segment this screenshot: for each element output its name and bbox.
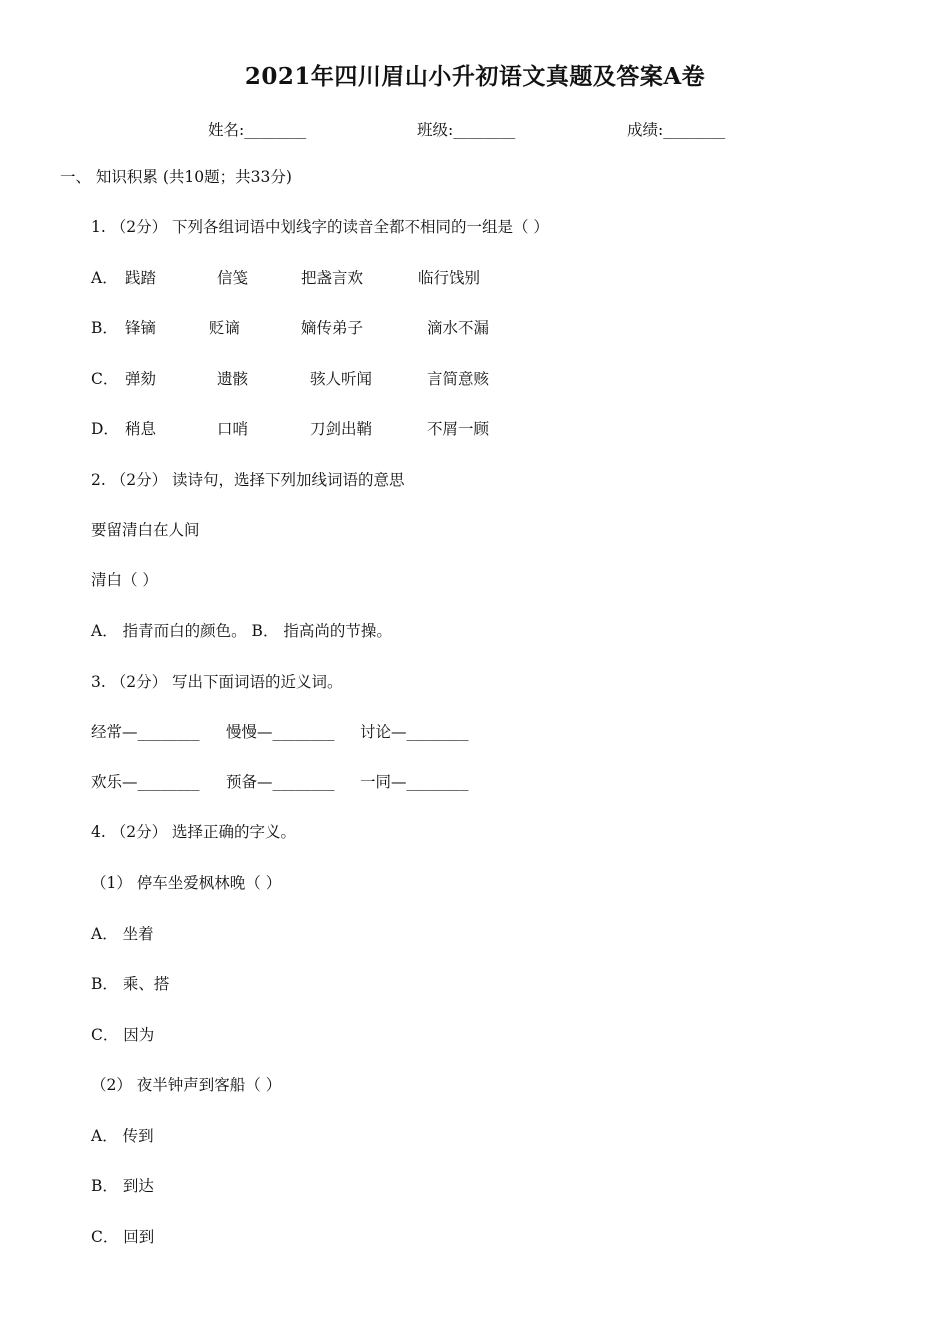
option-word: 把盏言欢 — [301, 269, 364, 287]
blank-item[interactable]: 慢慢—________ — [226, 723, 335, 741]
question-prompt: 清白（ ） — [91, 571, 158, 589]
sub-question-prompt: （1） 停车坐爱枫林晚（ ） — [91, 874, 282, 892]
option-word: 践踏 — [125, 269, 157, 287]
option-label: C． — [91, 370, 119, 388]
option-label: B． — [91, 319, 118, 337]
option-item: A． 坐着 — [91, 925, 154, 943]
option-word: 滴水不漏 — [427, 319, 490, 337]
question-stem: 4. （2分） 选择正确的字义。 — [91, 823, 297, 841]
option-word: 口哨 — [217, 420, 249, 438]
option-item: B． 到达 — [91, 1177, 154, 1195]
blank-item[interactable]: 讨论—________ — [360, 723, 469, 741]
option-word: 骇人听闻 — [310, 370, 373, 388]
option-word: 稍息 — [125, 420, 157, 438]
option-item: C． 回到 — [91, 1228, 155, 1246]
option-row: A． 指青而白的颜色。 B． 指高尚的节操。 — [91, 622, 392, 640]
option-word: 不屑一顾 — [427, 420, 490, 438]
blank-item[interactable]: 一同—________ — [360, 773, 469, 791]
option-label: A． — [91, 269, 118, 287]
blank-item[interactable]: 预备—________ — [226, 773, 335, 791]
question-stem: 2. （2分） 读诗句，选择下列加线词语的意思 — [91, 471, 405, 489]
option-word: 言简意赅 — [427, 370, 490, 388]
score-field[interactable]: 成绩:________ — [627, 121, 726, 139]
option-word: 锋镝 — [125, 319, 157, 337]
option-word: 弹劾 — [125, 370, 157, 388]
option-item: C． 因为 — [91, 1026, 155, 1044]
option-item: A． 传到 — [91, 1127, 154, 1145]
option-item: B． 乘、搭 — [91, 975, 170, 993]
option-word: 遗骸 — [217, 370, 249, 388]
option-word: 贬谪 — [209, 319, 241, 337]
section-heading: 一、 知识积累 (共10题；共33分) — [60, 168, 292, 186]
option-word: 信笺 — [217, 269, 249, 287]
class-field[interactable]: 班级:________ — [417, 121, 516, 139]
option-word: 刀剑出鞘 — [310, 420, 373, 438]
option-label: D． — [91, 420, 119, 438]
question-stem: 3. （2分） 写出下面词语的近义词。 — [91, 673, 343, 691]
name-field[interactable]: 姓名:________ — [208, 121, 307, 139]
option-word: 嫡传弟子 — [301, 319, 364, 337]
blank-item[interactable]: 经常—________ — [91, 723, 200, 741]
option-word: 临行饯别 — [418, 269, 481, 287]
question-stem: 1. （2分） 下列各组词语中划线字的读音全都不相同的一组是（ ） — [91, 218, 549, 236]
sub-question-prompt: （2） 夜半钟声到客船（ ） — [91, 1076, 282, 1094]
blank-item[interactable]: 欢乐—________ — [91, 773, 200, 791]
page-title: 2021年四川眉山小升初语文真题及答案A卷 — [244, 63, 706, 90]
poem-line: 要留清白在人间 — [91, 521, 200, 539]
